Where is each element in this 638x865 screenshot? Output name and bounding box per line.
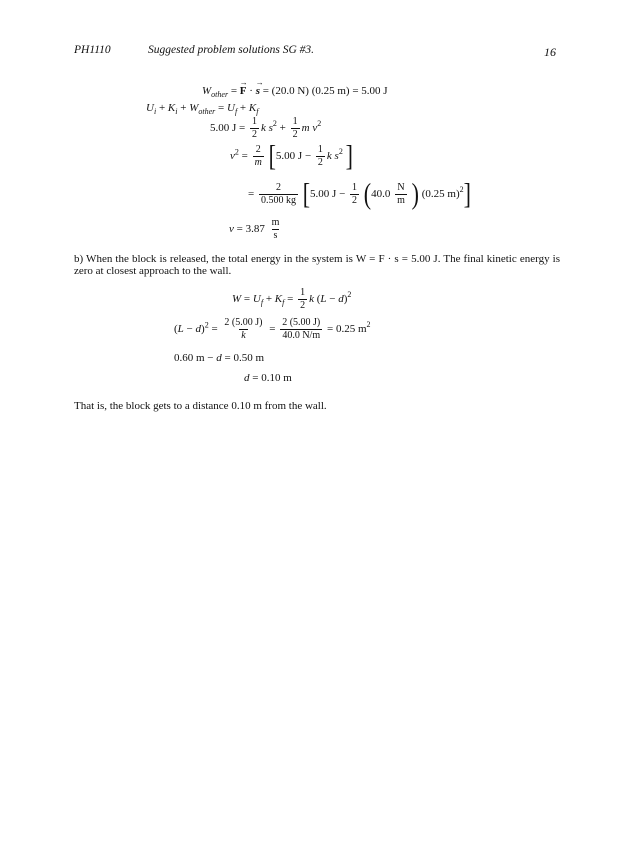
page-number: 16: [544, 45, 556, 59]
eq-a3: 5.00 J = $\frac{1}{2}$ k $s^2$ + $\frac{1}{2}$ m $v^2$: [210, 116, 322, 140]
eq-a5: = $\frac{2}{0.500 kg}$ [5.00 J − $\frac{1}{2}$ (40.0 $\frac{N}{m}$ ) (0.25 m)$^2$]: [248, 176, 471, 211]
eq-b2: $(L - d)^2$ = $\frac{2 (5.00 J)}{k}$ = $\frac{2 (5.00 J)}{40.0 N/m}$ = 0.25 $m^2$: [174, 317, 371, 341]
eq-b3: 0.60 m − d = 0.50 m: [174, 352, 265, 364]
equation-text-bindings: W_other= F · s = (20.0 N) (0.25 m) = 5.00 J U_i + K_i + W_other= U_f + K_f 5.00 J= ½ k s² + ½ m v² v²= 2/m [5.00 J − ½ k s²] = 2/0.500 kg [5.00 J − ½ (40.0 N/m) (0.25 m)²] v= 3.87 m/s W= U_f + K_f = ½ k (L − d)² (L − d)²= 2 (5.00 J) / k = 2 (5.00 J) / 40.0 N/m = 0.25 m² 0.60 m − d= 0.50 m d= 0.10 m: [74, 820, 198, 821]
header-title: Suggested problem solutions SG #3.: [148, 44, 314, 56]
conclusion: That is, the block gets to a distance 0.10 m from the wall.: [74, 400, 327, 412]
eq-b4: d = 0.10 m: [244, 372, 292, 384]
eq-a6: v = 3.87 $\frac{m}{s}$: [229, 217, 280, 241]
eq-a2: $U_i + K_i + W_{other}$ = $U_f + K_f$: [146, 102, 259, 117]
part-b-paragraph: b) When the block is released, the total energy in the system is W = F · s = 5.00 J. The final kinetic energy is zero at closest approach to the wall.: [74, 253, 560, 277]
eq-a1: $W_{other}$ = → F · → s = (20.0 N) (0.25 m) = 5.00 J: [202, 86, 388, 97]
eq-a4: $v^2$ = $\frac{2}{m}$ [5.00 J − $\frac{1}{2}$ k $s^2$ ]: [230, 138, 353, 173]
eq-b1: W = $U_f + K_f$ = $\frac{1}{2}$ k $(L - d)^2$: [232, 287, 352, 311]
course-code: PH1110: [74, 44, 111, 56]
